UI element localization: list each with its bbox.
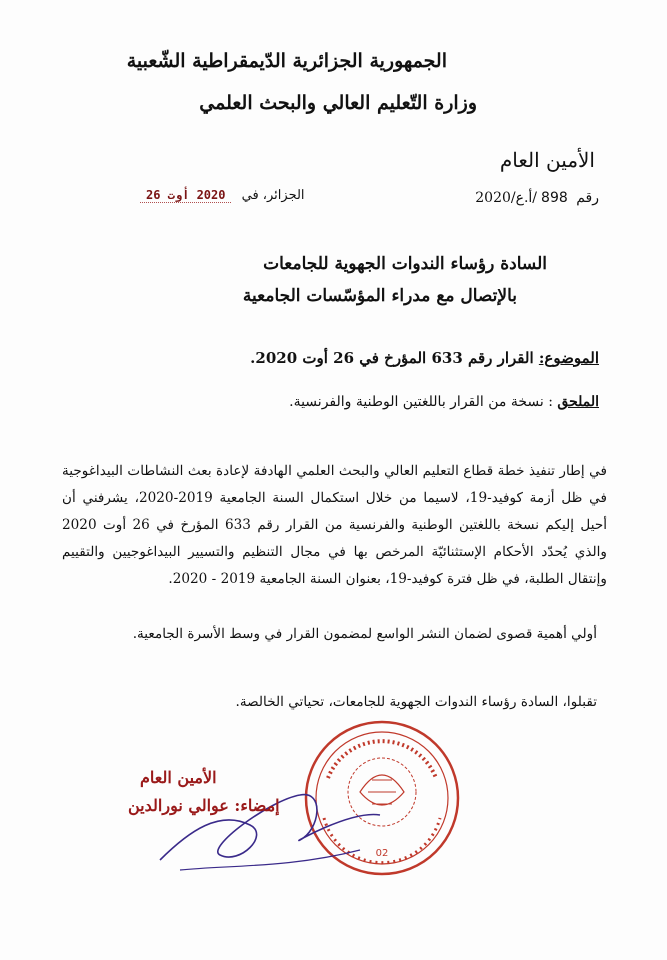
ministry-header: وزارة التّعليم العالي والبحث العلمي [199, 92, 477, 114]
body-paragraph-2: أولي أهمية قصوى لضمان النشر الواسع لمضمون القرار في وسط الأسرة الجامعية. [132, 626, 597, 642]
office-title: الأمين العام [499, 148, 595, 172]
date-label: الجزائر، في [241, 188, 305, 203]
addressee-line-1: السادة رؤساء الندوات الجهوية للجامعات [263, 254, 547, 274]
date-value: 2020 أوت 26 [140, 188, 231, 203]
signatory-title: الأمين العام [140, 768, 217, 787]
date-line [140, 188, 305, 203]
reference-suffix: /أ.ع/2020 [475, 190, 538, 206]
annex-label: الملحق [557, 394, 599, 410]
reference-number [475, 190, 599, 206]
closing-line: تقبلوا، السادة رؤساء الندوات الجهوية للجامعات، تحياتي الخالصة. [235, 694, 597, 710]
annex-text: : نسخة من القرار باللغتين الوطنية والفرنسية. [289, 394, 553, 410]
republic-header: الجمهورية الجزائرية الدّيمقراطية الشّعبية [126, 50, 447, 72]
addressee-line-2: بالإتصال مع مدراء المؤسّسات الجامعية [242, 286, 517, 306]
subject-line [250, 349, 599, 367]
reference-value: 898 [541, 190, 568, 206]
body-paragraph-1: في إطار تنفيذ خطة قطاع التعليم العالي والبحث العلمي الهادفة لإعادة بعث النشاطات البيداغوجية في ظل أزمة كوفيد-19، لاسيما من خلال استكمال السنة الجامعية 2019-2020، يشرفني أن أحيل إليكم نسخة باللغتين الوطنية والفرنسية من القرار رقم 633 المؤرخ في 26 أوت 2020 والذي يُحدّد الأحكام الإستثنائيّة المرخص بها في مجال التنظيم والتسيير البيداغوجيين والتقييم وإنتقال الطلبة، في ظل فترة كوفيد-19، بعنوان السنة الجامعية 2019 - 2020. [62, 463, 608, 587]
reference-label: رقم [576, 190, 599, 206]
subject-label: الموضوع: [538, 349, 599, 367]
stamp-number: 02 [375, 848, 389, 859]
subject-text: القرار رقم 633 المؤرخ في 26 أوت 2020. [250, 349, 534, 367]
signatory-name: إمضاء: عوالي نورالدين [128, 796, 280, 815]
annex-line [289, 394, 599, 410]
